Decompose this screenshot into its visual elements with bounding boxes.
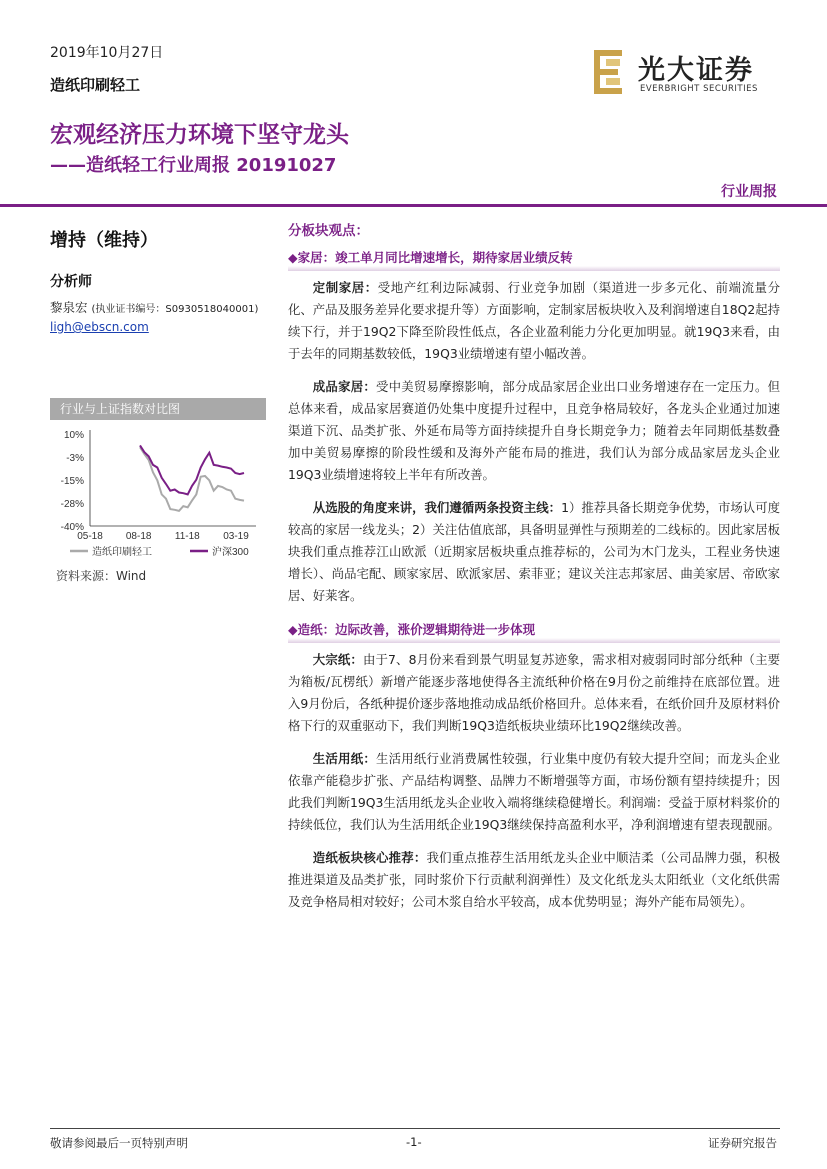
y-tick-label: -40% [60,522,84,533]
sector-label: 造纸印刷轻工 [50,76,141,94]
page-number: -1- [406,1135,422,1149]
logo-text-cn: 光大证券 [638,55,754,86]
chart-title: 行业与上证指数对比图 [50,398,266,420]
custom-home-paragraph: 定制家居：受地产红利边际减弱、行业竞争加剧（渠道进一步多元化、前端流量分化、产品及服务差异化要求提升等）方面影响，定制家居板块收入及利润增速自18Q2起持续下行，并于19Q2下降至阶段性低点，各企业盈利能力分化更加明显。就19Q3来看，由于去年的同期基数较低，19Q3业绩增速有望小幅改善。 [288,280,781,361]
y-tick-label: 10% [63,430,84,441]
stock-selection-paragraph: 从选股的角度来讲，我们遵循两条投资主线：1）推荐具备长期竞争优势，市场认可度较高的家居一线龙头；2）关注估值底部，具备明显弹性与预期差的二线标的。因此家居板块我们重点推荐江山欧派（近期家居板块重点推荐标的，公司为木门龙头，工程业务快速增长）、尚品宅配、顾家家居、欧派家居、索菲亚；建议关注志邦家居、曲美家居、帝欧家居、好莱客。 [288,500,780,603]
home-heading: ◆家居：竣工单月同比增速增长，期待家居业绩反转 [288,246,780,271]
analyst-email-link[interactable]: ligh@ebscn.com [50,320,149,334]
series-line-1 [140,445,244,494]
y-tick-label: -15% [60,476,84,487]
chart-source: 资料来源：Wind [56,569,147,583]
rating: 增持（维持） [50,230,158,251]
analyst-cert: (执业证书编号：S0930518040001) [91,304,259,315]
footer-divider [50,1128,780,1129]
report-subtitle: ——造纸轻工行业周报 20191027 [50,155,337,176]
paper-heading: ◆造纸：边际改善，涨价逻辑期待进一步体现 [288,618,780,643]
analyst-name: 黎泉宏 [50,300,88,315]
x-tick-label: 11-18 [174,531,200,542]
finished-home-paragraph: 成品家居：受中美贸易摩擦影响，部分成品家居企业出口业务增速存在一定压力。但总体来看，成品家居赛道仍处集中度提升过程中，且竞争格局较好，各龙头企业通过加速渠道下沉、品类扩张、外延布局等方面持续提升自身长期竞争力；随着去年同期低基数叠加中美贸易摩擦的阶段性缓和及海外产能布局的推进，我们认为部分成品家居龙头企业19Q3业绩增速将较上半年有所改善。 [288,379,781,482]
section-heading: 分板块观点： [288,223,369,239]
core-recommendation-paragraph: 造纸板块核心推荐：我们重点推荐生活用纸龙头企业中顺洁柔（公司品牌力强，积极推进渠道及品类扩张，同时浆价下行贡献利润弹性）及文化纸龙头太阳纸业（文化纸供需及竞争格局相对较好；公司木浆自给水平较高，成本优势明显；海外产能布局领先）。 [288,850,780,909]
legend-label-0: 造纸印刷轻工 [92,547,152,558]
report-date: 2019年10月27日 [50,45,164,61]
legend-label-1: 沪深300 [212,547,249,558]
analyst-heading: 分析师 [50,274,92,290]
series-line-0 [140,447,244,511]
footer-report-label: 证券研究报告 [708,1136,777,1150]
logo-text-en: EVERBRIGHT SECURITIES [640,84,758,94]
x-tick-label: 05-18 [77,531,103,542]
header-divider [0,204,827,207]
report-title: 宏观经济压力环境下坚守龙头 [50,122,349,148]
x-tick-label: 08-18 [125,531,152,542]
tissue-paragraph: 生活用纸：生活用纸行业消费属性较强，行业集中度仍有较大提升空间；而龙头企业依靠产能稳步扩张、产品结构调整、品牌力不断增强等方面，市场份额有望持续提升；因此我们判断19Q3生活用纸龙头企业收入端将继续稳健增长。利润端：受益于原材料浆价的持续低位，我们认为生活用纸企业19Q3继续保持高盈利水平，净利润增速有望表现靓丽。 [288,751,781,832]
main-content [288,220,780,924]
bulk-paper-paragraph: 大宗纸：由于7、8月份来看到景气明显复苏迹象，需求相对疲弱同时部分纸种（主要为箱板/瓦楞纸）新增产能逐步落地使得各主流纸种价格在9月份之前维持在底部位置。进入9月份后，各纸种提价逐步落地推动成品纸价格回升。总体来看，在纸价回升及原材料价格下行的双重驱动下，我们判断19Q3造纸板块业绩环比19Q2继续改善。 [288,652,780,733]
y-tick-label: -28% [60,499,84,510]
report-type: 行业周报 [721,184,777,200]
footer-disclaimer: 敬请参阅最后一页特别声明 [50,1136,188,1150]
analyst-info [50,298,258,316]
x-tick-label: 03-19 [223,531,249,542]
comparison-chart [50,424,266,569]
y-tick-label: -3% [66,453,84,464]
